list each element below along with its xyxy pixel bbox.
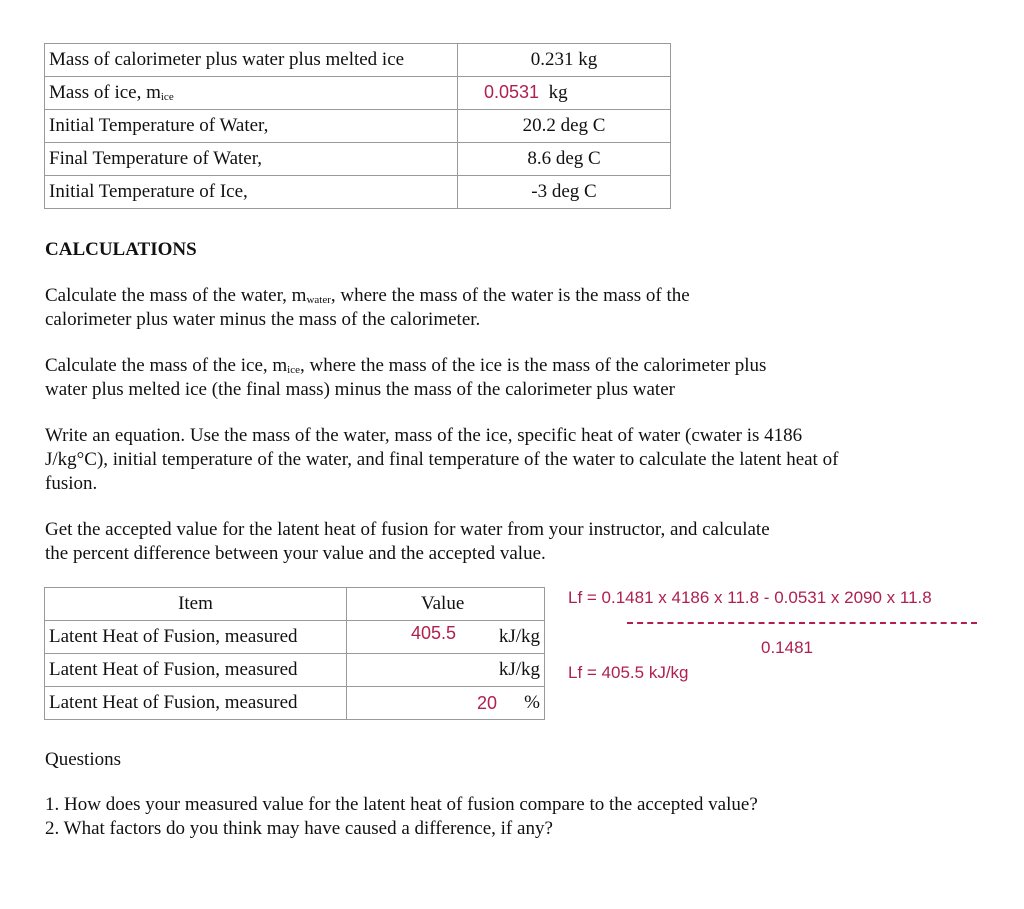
calc-paragraph-3 (45, 424, 838, 496)
row-label (45, 77, 458, 110)
text: Calculate the mass of the water, m (45, 285, 307, 306)
unit-label: kJ/kg (498, 659, 540, 680)
row-value (347, 687, 545, 720)
calc-paragraph-1 (45, 284, 690, 332)
row-label: Final Temperature of Water, (45, 143, 458, 176)
questions-list (45, 793, 758, 841)
paragraph-line: the percent difference between your value and the accepted value. (45, 543, 546, 564)
row-label: Mass of calorimeter plus water plus melted ice (45, 44, 458, 77)
questions-heading: Questions (45, 749, 121, 770)
row-value: 0.231 kg (458, 44, 671, 77)
calc-paragraph-2 (45, 354, 766, 402)
table-row (45, 654, 545, 687)
table-row (45, 143, 671, 176)
measurement-table (44, 43, 671, 209)
table-row (45, 176, 671, 209)
table-row (45, 621, 545, 654)
row-label: Initial Temperature of Ice, (45, 176, 458, 209)
text: , where the mass of the water is the mass of the (330, 285, 690, 306)
header-text: Value (421, 593, 465, 614)
results-table (44, 587, 545, 720)
paragraph-line: J/kg°C), initial temperature of the water, and final temperature of the water to calculate the latent heat of (45, 449, 839, 470)
table-row (45, 44, 671, 77)
column-header-item: Item (45, 588, 347, 621)
row-item: Latent Heat of Fusion, measured (45, 654, 347, 687)
paragraph-line: fusion. (45, 473, 98, 494)
calc-paragraph-4 (45, 518, 770, 566)
paragraph-line (45, 354, 766, 378)
subscript: water (306, 294, 331, 306)
table-row (45, 687, 545, 720)
row-value (347, 621, 545, 654)
paragraph-line: water plus melted ice (the final mass) minus the mass of the calorimeter plus water (45, 379, 675, 400)
label-text: Mass of ice, m (49, 82, 161, 103)
table-row (45, 110, 671, 143)
row-value: -3 deg C (458, 176, 671, 209)
row-item: Latent Heat of Fusion, measured (45, 687, 347, 720)
row-item: Latent Heat of Fusion, measured (45, 621, 347, 654)
table-header-row (45, 588, 545, 621)
fraction-line (627, 622, 977, 624)
paragraph-line (45, 284, 690, 308)
question-item: 2. What factors do you think may have caused a difference, if any? (45, 818, 553, 839)
unit-label: kg (548, 82, 568, 103)
handwritten-percent: 20 (477, 693, 498, 713)
row-value (458, 77, 671, 110)
handwritten-result: Lf = 405.5 kJ/kg (568, 663, 689, 682)
handwritten-denominator: 0.1481 (761, 638, 813, 657)
question-item: 1. How does your measured value for the latent heat of fusion compare to the accepted value? (45, 794, 758, 815)
calculations-heading: CALCULATIONS (45, 239, 197, 260)
paragraph-line: Get the accepted value for the latent heat of fusion for water from your instructor, and calculate (45, 519, 770, 540)
table-row (45, 77, 671, 110)
handwritten-mass-of-ice: 0.0531 (484, 82, 540, 102)
subscript: ice (287, 364, 300, 376)
unit-label: % (524, 692, 540, 713)
handwritten-value: 405.5 (411, 623, 457, 643)
column-header-value (347, 588, 545, 621)
text: Calculate the mass of the ice, m (45, 355, 288, 376)
text: , where the mass of the ice is the mass of the calorimeter plus (300, 355, 767, 376)
row-value: 8.6 deg C (458, 143, 671, 176)
paragraph-line: Write an equation. Use the mass of the water, mass of the ice, specific heat of water (cwater is 4186 (45, 425, 803, 446)
row-value (347, 654, 545, 687)
row-value: 20.2 deg C (458, 110, 671, 143)
label-subscript: ice (160, 91, 174, 103)
paragraph-line: calorimeter plus water minus the mass of the calorimeter. (45, 309, 481, 330)
unit-label: kJ/kg (498, 626, 540, 647)
row-label: Initial Temperature of Water, (45, 110, 458, 143)
handwritten-numerator: Lf = 0.1481 x 4186 x 11.8 - 0.0531 x 2090 x 11.8 (568, 588, 932, 607)
